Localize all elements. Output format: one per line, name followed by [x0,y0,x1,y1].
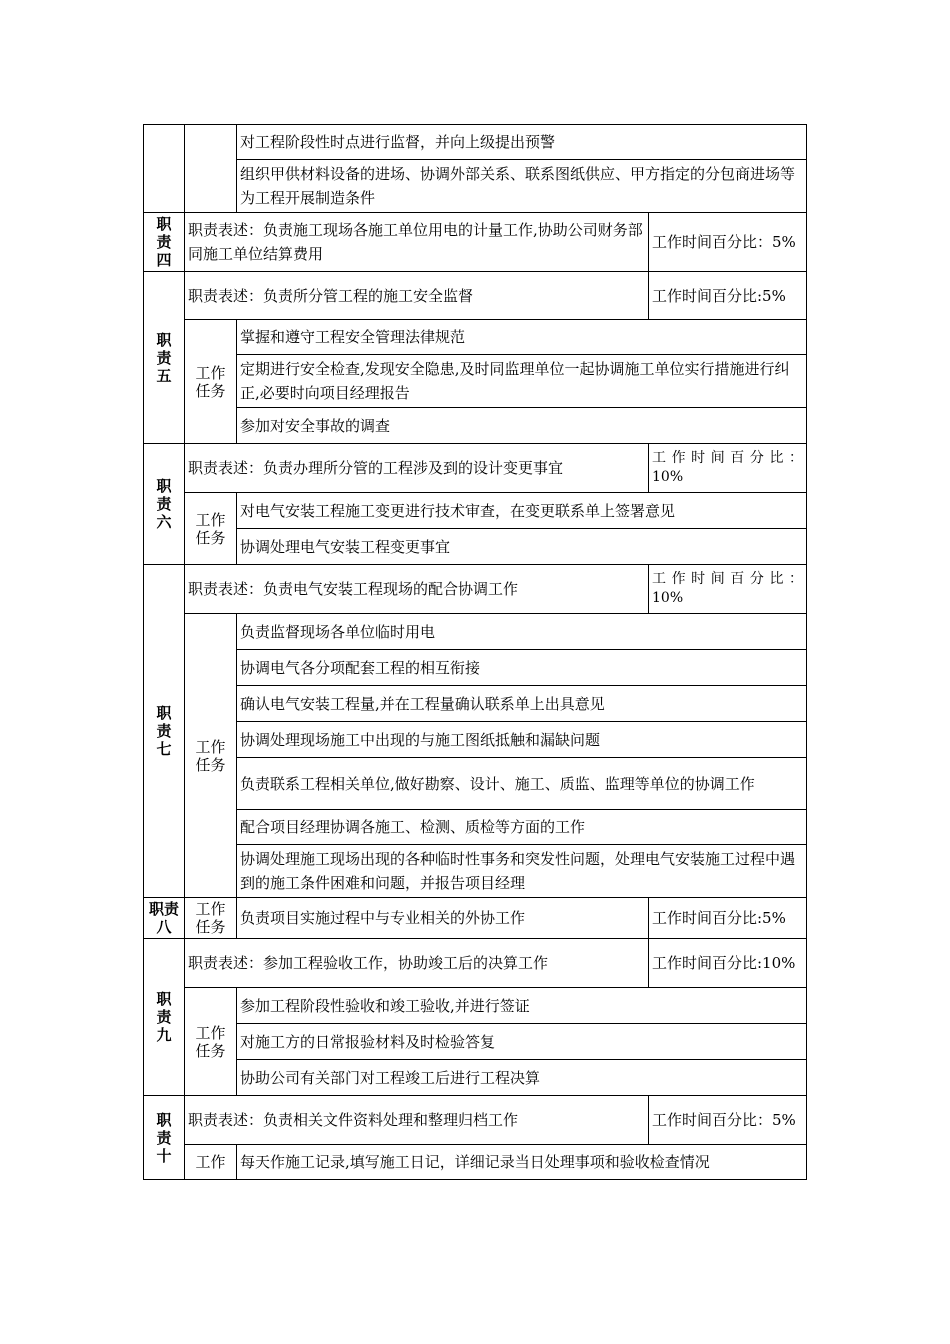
duty-table [143,124,807,1180]
task-item: 对工程阶段性时点进行监督，并向上级提出预警 [237,125,807,160]
duty-description: 职责表述：负责电气安装工程现场的配合协调工作 [185,565,649,614]
duty-description: 职责表述：负责所分管工程的施工安全监督 [185,272,649,320]
table-row [144,320,807,355]
table-row [144,408,807,444]
time-percentage: 工作时间百分比:5% [649,898,807,939]
duty-name: 职责 八 [144,898,185,939]
duty-description: 职责表述：负责办理所分管的工程涉及到的设计变更事宜 [185,444,649,493]
table-row [144,988,807,1024]
time-percentage-value: 10% [652,469,684,485]
task-label: 工作 任务 [185,614,237,898]
task-item: 每天作施工记录,填写施工日记，详细记录当日处理事项和验收检查情况 [237,1145,807,1180]
duty-description: 职责表述：参加工程验收工作，协助竣工后的决算工作 [185,939,649,988]
table-row [144,898,807,939]
task-item: 协调处理电气安装工程变更事宜 [237,529,807,565]
table-row [144,355,807,408]
task-item: 参加对安全事故的调查 [237,408,807,444]
table-row [144,650,807,686]
time-percentage-value: 10% [652,590,684,606]
task-label: 工作 任务 [185,898,237,939]
time-percentage [649,565,807,614]
task-item: 参加工程阶段性验收和竣工验收,并进行签证 [237,988,807,1024]
task-item: 负责项目实施过程中与专业相关的外协工作 [237,898,649,939]
task-item: 协调处理施工现场出现的各种临时性事务和突发性问题，处理电气安装施工过程中遇到的施工条件困难和问题，并报告项目经理 [237,845,807,898]
table-row [144,810,807,845]
table-row [144,529,807,565]
table-row [144,939,807,988]
table-row [144,1060,807,1096]
table-row [144,213,807,272]
duty-description: 职责表述：负责施工现场各施工单位用电的计量工作,协助公司财务部同施工单位结算费用 [185,213,649,272]
task-label: 工作 任务 [185,320,237,444]
time-percentage-label: 工作时间百分比： [652,571,804,587]
table-row [144,845,807,898]
table-row [144,565,807,614]
table-row [144,272,807,320]
task-item: 确认电气安装工程量,并在工程量确认联系单上出具意见 [237,686,807,722]
task-item: 定期进行安全检查,发现安全隐患,及时同监理单位一起协调施工单位实行措施进行纠正,必要时向项目经理报告 [237,355,807,408]
table-row [144,1145,807,1180]
table-row [144,1096,807,1145]
table-row [144,722,807,758]
table-row [144,758,807,810]
task-label-cell [185,125,237,213]
table-row [144,1024,807,1060]
task-item: 负责监督现场各单位临时用电 [237,614,807,650]
table-row [144,493,807,529]
task-item: 协调处理现场施工中出现的与施工图纸抵触和漏缺问题 [237,722,807,758]
duty-name-cell [144,125,185,213]
duty-description: 职责表述：负责相关文件资料处理和整理归档工作 [185,1096,649,1145]
task-label: 工作 任务 [185,988,237,1096]
table-row [144,160,807,213]
task-label: 工作 任务 [185,493,237,565]
duty-name: 职 责 五 [144,272,185,444]
duty-name: 职 责 九 [144,939,185,1096]
duty-name: 职 责 七 [144,565,185,898]
task-item: 组织甲供材料设备的进场、协调外部关系、联系图纸供应、甲方指定的分包商进场等为工程开展制造条件 [237,160,807,213]
task-item: 配合项目经理协调各施工、检测、质检等方面的工作 [237,810,807,845]
table-row [144,444,807,493]
time-percentage-label: 工作时间百分比： [652,450,804,466]
table-row [144,686,807,722]
time-percentage: 工作时间百分比：5% [649,213,807,272]
task-item: 对电气安装工程施工变更进行技术审查，在变更联系单上签署意见 [237,493,807,529]
task-label: 工作 [185,1145,237,1180]
time-percentage: 工作时间百分比:5% [649,272,807,320]
task-item: 掌握和遵守工程安全管理法律规范 [237,320,807,355]
duty-name: 职 责 六 [144,444,185,565]
table-row [144,125,807,160]
duty-name: 职 责 十 [144,1096,185,1180]
duty-name: 职 责 四 [144,213,185,272]
task-item: 对施工方的日常报验材料及时检验答复 [237,1024,807,1060]
time-percentage [649,444,807,493]
table-row [144,614,807,650]
task-item: 协调电气各分项配套工程的相互衔接 [237,650,807,686]
time-percentage: 工作时间百分比:10% [649,939,807,988]
task-item: 负责联系工程相关单位,做好勘察、设计、施工、质监、监理等单位的协调工作 [237,758,807,810]
time-percentage: 工作时间百分比：5% [649,1096,807,1145]
task-item: 协助公司有关部门对工程竣工后进行工程决算 [237,1060,807,1096]
